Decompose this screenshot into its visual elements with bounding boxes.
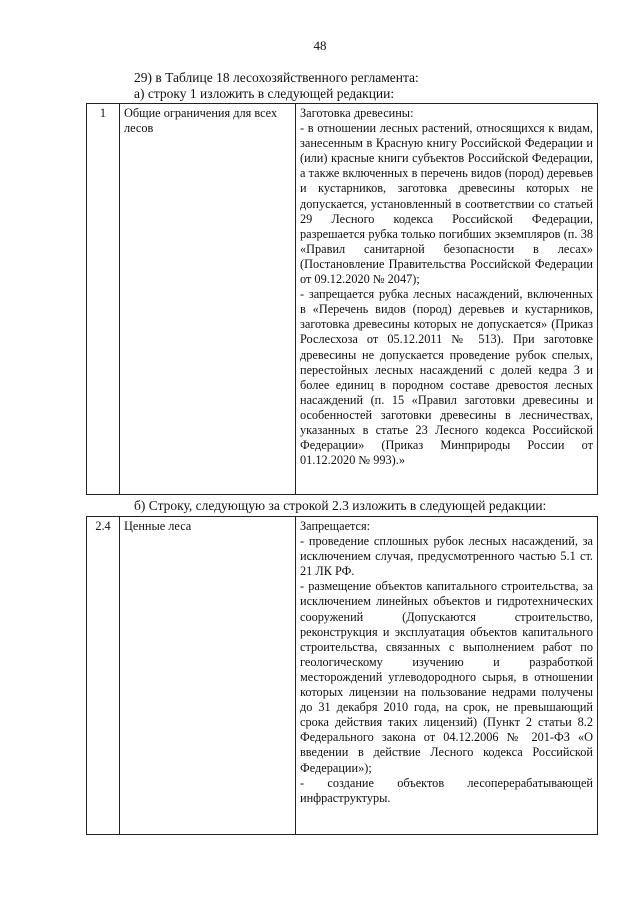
regulation-table-row-1: [86, 103, 598, 495]
table-row: [87, 517, 598, 835]
content-line: - создание объектов лесоперерабатывающей инфраструктуры.: [300, 775, 593, 805]
content-line: - проведение сплошных рубок лесных насаждений, за исключением случая, предусмотренного частью 5.1 ст. 21 ЛК РФ.: [300, 534, 593, 579]
content-line: - в отношении лесных растений, относящихся к видам, занесенным в Красную книгу Российской Федерации и (или) красные книги субъектов Российской Федерации, а также включенных в перечень видов (пород) деревьев и кустарников, заготовка древесины которых не допускается, установленный в соответствии со статьей 29 Лесного кодекса Российской Федерации, разрешается рубка только погибших экземпляров (п. 38 «Правил санитарной безопасности в лесах» (Постановление Правительства Российской Федерации от 09.12.2020 № 2047);: [300, 121, 593, 287]
row-name: Общие ограничения для всех лесов: [120, 104, 296, 495]
row-content: [296, 517, 598, 835]
table-row: [87, 104, 598, 495]
row-name: Ценные леса: [120, 517, 296, 835]
content-line: Запрещается:: [300, 519, 371, 533]
page-number: 48: [313, 38, 327, 53]
content-line: - запрещается рубка лесных насаждений, включенных в «Перечень видов (пород) деревьев и кустарников, заготовка древесины которых не допускается» (Приказ Рослесхоза от 05.12.2011 № 513). При заготовке древесины не допускается проведение рубок спелых, перестойных лесных насаждений с долей кедра 3 и более единиц в породном составе древостоя лесных насаждений (п. 15 «Правил заготовки древесины и особенностей заготовки древесины в лесничествах, указанных в статье 23 Лесного кодекса Российской Федерации» (Приказ Минприроды России от 01.12.2020 № 993).»: [300, 287, 593, 468]
amendment-subitem-a: а) строку 1 изложить в следующей редакции:: [134, 86, 395, 101]
row-number: 1: [87, 104, 120, 495]
content-line: - размещение объектов капитального строительства, за исключением линейных объектов и гидротехнических сооружений (Допускаются строительство, реконструкция и эксплуатация объектов капитального строительства, связанных с выполнением работ по геологическому изучению и разработкой месторождений углеводородного сырья, в отношении которых лицензии на пользование недрами получены до 31 декабря 2010 года, на срок, не превышающий срока действия таких лицензий) (Пункт 2 статьи 8.2 Федерального закона от 04.12.2006 № 201-ФЗ «О введении в действие Лесного кодекса Российской Федерации»);: [300, 579, 593, 775]
amendment-item-29: 29) в Таблице 18 лесохозяйственного регламента:: [134, 70, 419, 85]
amendment-subitem-b: б) Строку, следующую за строкой 2.3 изложить в следующей редакции:: [134, 498, 547, 513]
row-number: 2.4: [87, 517, 120, 835]
content-line: Заготовка древесины:: [300, 106, 414, 120]
row-content: [296, 104, 598, 495]
regulation-table-row-2-4: [86, 516, 598, 835]
